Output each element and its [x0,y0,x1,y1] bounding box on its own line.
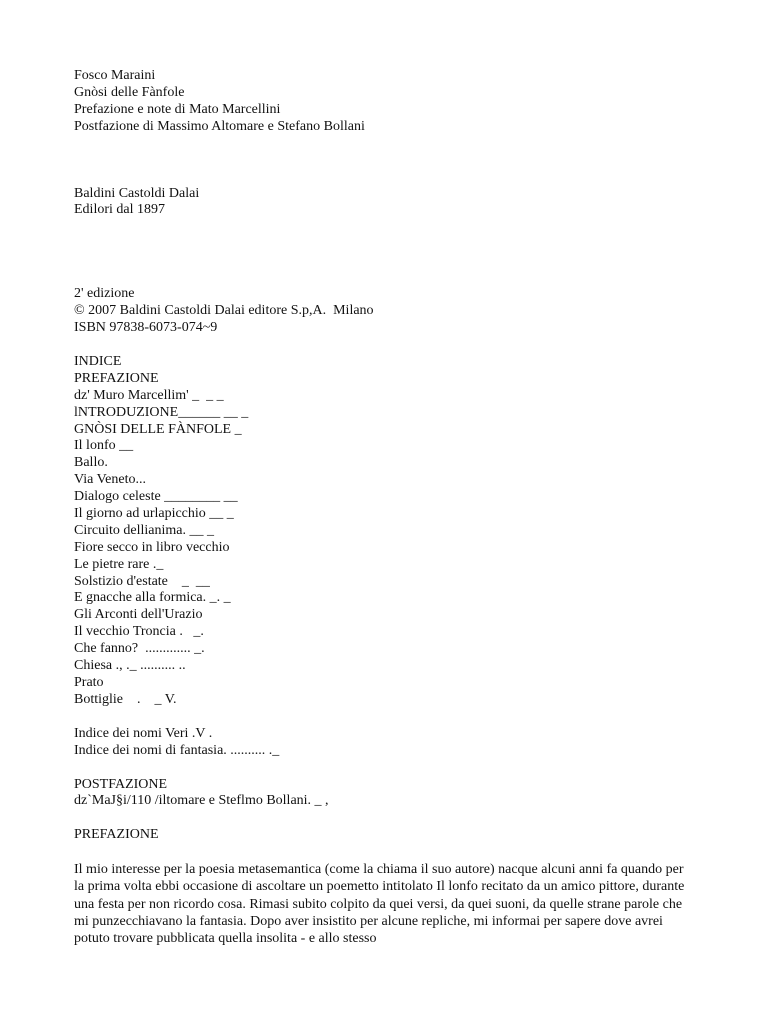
index-entry: Che fanno? ............. _. [74,641,205,657]
index-entry: GNÒSI DELLE FÀNFOLE _ [74,421,242,437]
body-paragraph: Il mio interesse per la poesia metasemantica (come la chiama il suo autore) nacque alcuni anni fa quando per la prima volta ebbi occasione di ascoltare un poemetto intitolato Il lonfo recitato da un amico pittore, durante una festa per non ricordo cosa. Rimasi subito colpito da quei versi, da quei suoni, da quelle strane parole che mi punzecchiavano la fantasia. Dopo aver insistito per alcune repliche, mi informai per sapere dove avrei potuto trovare pubblicata quella insolita - e allo stesso [74,862,685,946]
index-entry: Dialogo celeste ________ __ [74,489,238,505]
index-entry: Circuito dellianima. __ _ [74,522,214,538]
book-title: Gnòsi delle Fànfole [74,84,185,100]
publisher-since: Edilori dal 1897 [74,202,165,218]
index-entry: Ballo. [74,455,108,471]
publisher-block [74,186,694,220]
index-entry: dz' Muro Marcellim' _ _ _ [74,387,224,403]
isbn-line: ISBN 97838-6073-074~9 [74,320,218,336]
copyright-line: © 2007 Baldini Castoldi Dalai editore S.p,A. Milano [74,303,374,319]
index-entry: Indice dei nomi di fantasia. .......... ._ [74,742,280,758]
edition-block [74,286,694,337]
publisher-name: Baldini Castoldi Dalai [74,185,200,201]
index-entry: lNTRODUZIONE______ __ _ [74,404,249,420]
index-entry: Chiesa ., ._ .......... .. [74,658,186,674]
index-entry: Via Veneto... [74,472,146,488]
index-entry: Il giorno ad urlapicchio __ _ [74,506,234,522]
index-entry: Solstizio d'estate _ __ [74,573,210,589]
postface-credit: Postfazione di Massimo Altomare e Stefano Bollani [74,118,365,134]
index-entry: POSTFAZIONE [74,776,168,792]
index-heading: INDICE [74,354,122,370]
index-entry: Le pietre rare ._ [74,556,164,572]
index-entry: Indice dei nomi Veri .V . [74,725,213,741]
postfazione-block [74,777,694,811]
names-index-block [74,726,694,760]
index-entry: Bottiglie . _ V. [74,691,177,707]
index-entry: Gli Arconti dell'Urazio [74,607,203,623]
index-entry: Prato [74,674,104,690]
index-entry: PREFAZIONE [74,370,159,386]
index-entry: E gnacche alla formica. _. _ [74,590,231,606]
index-entry: Fiore secco in libro vecchio [74,539,230,555]
title-block [74,68,694,136]
index-entry: dz`MaJ§i/110 /iltomare e Steflmo Bollani. _ , [74,793,329,809]
preface-credit: Prefazione e note di Mato Marcellini [74,101,281,117]
index-entry: Il lonfo __ [74,438,134,454]
index-entry: Il vecchio Troncia . _. [74,624,204,640]
document-page [74,68,694,947]
edition-line: 2' edizione [74,286,135,302]
section-heading: PREFAZIONE [74,827,159,843]
author-name: Fosco Maraini [74,68,156,83]
index-block [74,354,694,709]
